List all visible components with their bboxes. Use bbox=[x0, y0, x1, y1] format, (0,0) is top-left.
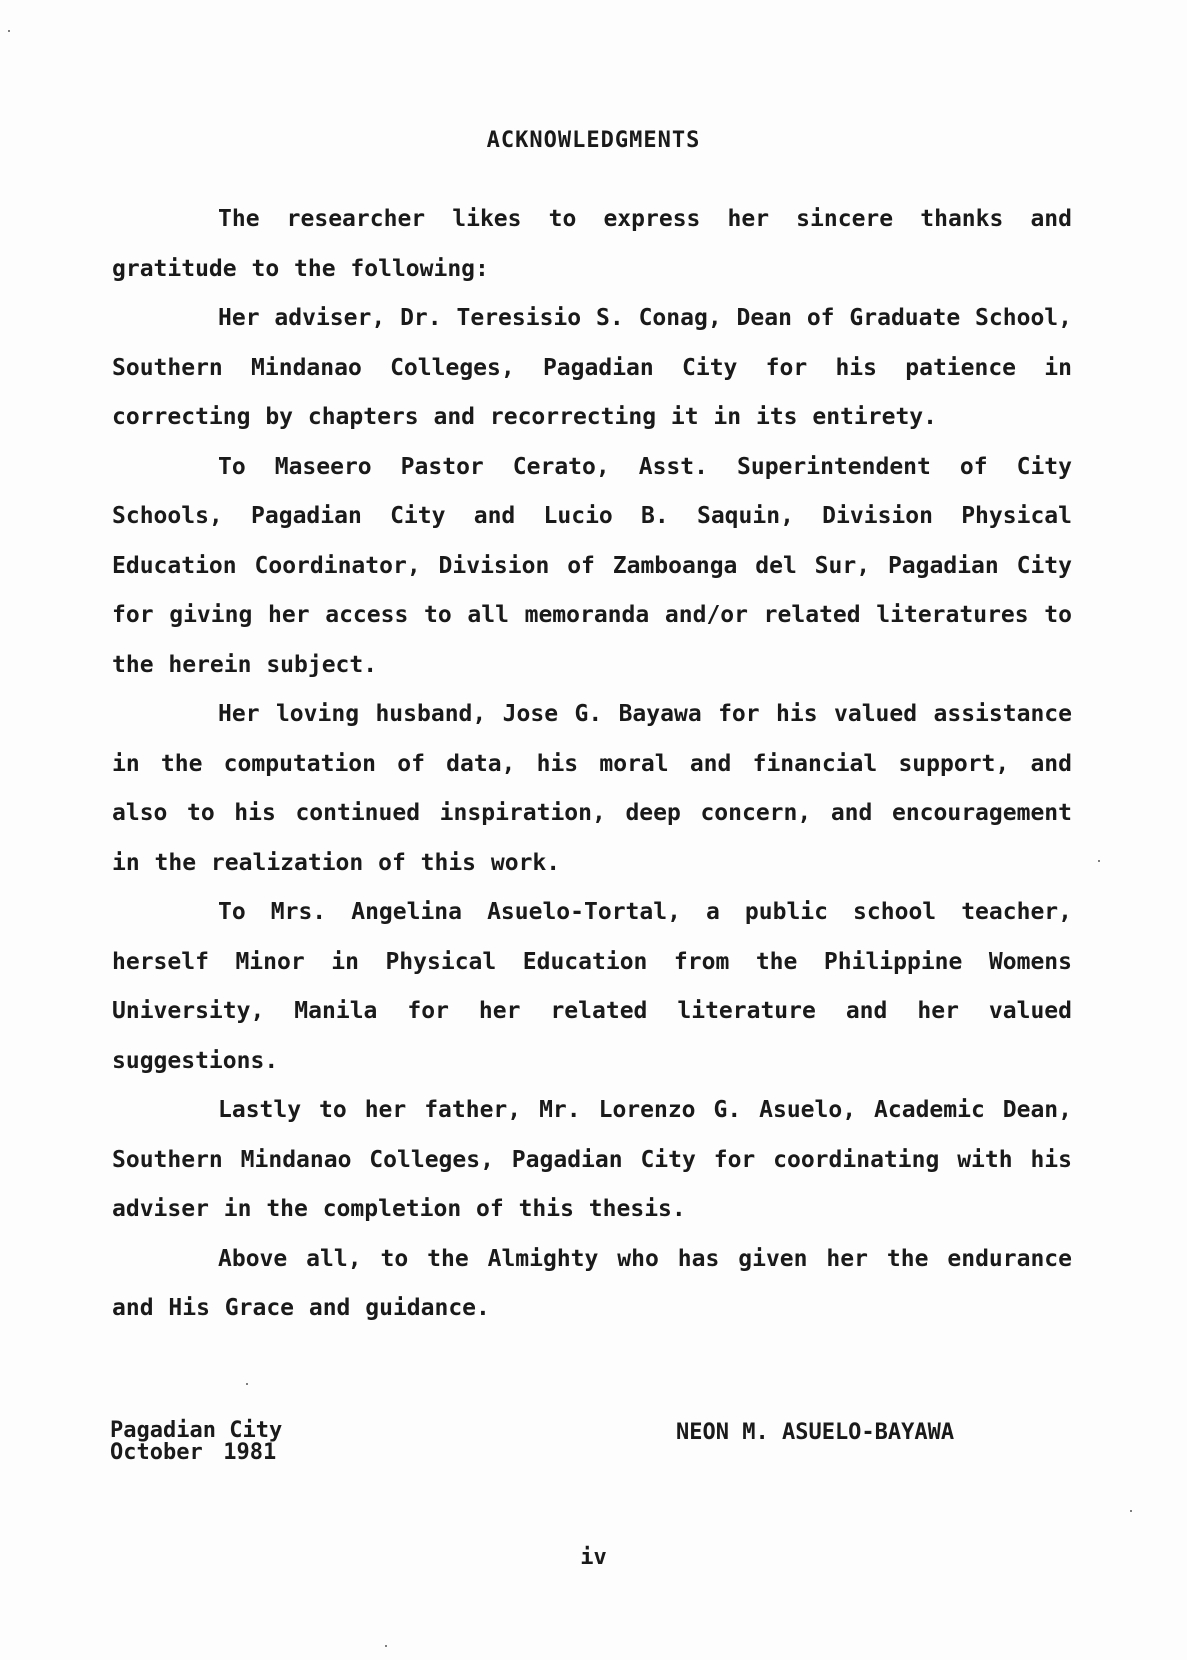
page-number: iv bbox=[580, 1545, 607, 1570]
author-signature: NEON M. ASUELO-BAYAWA bbox=[676, 1420, 955, 1445]
scan-speck bbox=[8, 30, 10, 32]
place-and-date bbox=[110, 1420, 282, 1464]
paragraph-superintendent: To Maseero Pastor Cerato, Asst. Superintendent of City Schools, Pagadian City and Lucio B. Saquin, Division Physical Education Coordinator, Division of Zamboanga del Sur, Pagadian City for giving her access to all memoranda and/or related literatures to the herein subject. bbox=[112, 453, 1072, 678]
paragraph-adviser: Her adviser, Dr. Teresisio S. Conag, Dean of Graduate School, Southern Mindanao Colleges, Pagadian City for his patience in correcting by chapters and recorrecting it in its entirety. bbox=[112, 305, 1072, 430]
scan-speck bbox=[1130, 1510, 1132, 1512]
paragraph-teacher: To Mrs. Angelina Asuelo-Tortal, a public school teacher, herself Minor in Physical Education from the Philippine Womens University, Manila for her related literature and her valued suggestions. bbox=[112, 899, 1072, 1074]
paragraph-husband: Her loving husband, Jose G. Bayawa for his valued assistance in the computation of data, his moral and financial support, and also to his continued inspiration, deep concern, and encouragement in the realization of this work. bbox=[112, 701, 1072, 876]
paragraph-intro: The researcher likes to express her sincere thanks and gratitude to the following: bbox=[112, 206, 1072, 282]
month: October bbox=[110, 1440, 203, 1465]
scan-speck bbox=[1098, 860, 1100, 862]
acknowledgments-body bbox=[112, 195, 1072, 1334]
page-title: ACKNOWLEDGMENTS bbox=[486, 128, 701, 153]
paragraph-almighty: Above all, to the Almighty who has given her the endurance and His Grace and guidance. bbox=[112, 1245, 1072, 1321]
scan-speck bbox=[385, 1645, 387, 1647]
scan-speck bbox=[246, 1383, 248, 1385]
year: 1981 bbox=[223, 1440, 277, 1465]
date-line bbox=[110, 1442, 282, 1464]
paragraph-father: Lastly to her father, Mr. Lorenzo G. Asuelo, Academic Dean, Southern Mindanao Colleges, Pagadian City for coordinating with his adviser in the completion of this thesis. bbox=[112, 1097, 1072, 1222]
place: Pagadian City bbox=[110, 1418, 283, 1443]
